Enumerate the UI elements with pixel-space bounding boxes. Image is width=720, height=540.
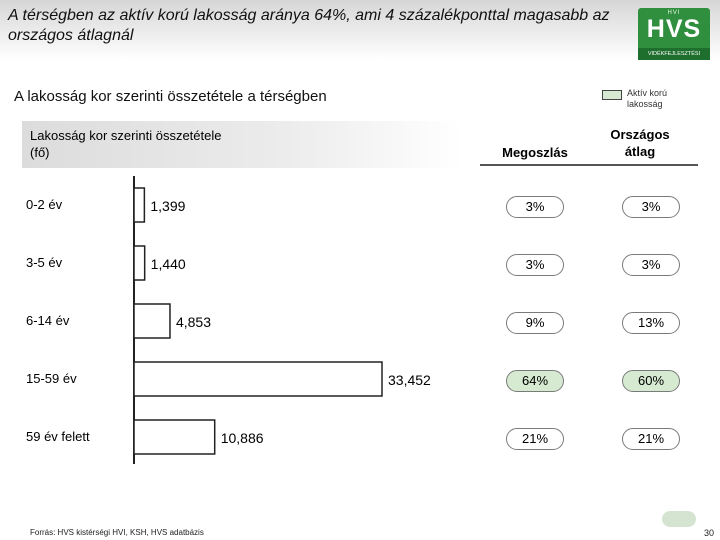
table-header-label: Lakosság kor szerinti összetétele (fő): [30, 128, 222, 160]
slide-title: A térségben az aktív korú lakosság aránya 64%, ami 4 százalékponttal magasabb az országos átlagnál: [8, 7, 610, 44]
section-title: A lakosság kor szerinti összetétele a térségben: [14, 88, 327, 105]
bar-4: [134, 420, 215, 454]
row-label: 59 év felett: [26, 429, 90, 444]
row-label: 15-59 év: [26, 371, 77, 386]
row-label: 3-5 év: [26, 255, 63, 270]
share-value: 21%: [506, 428, 564, 450]
row-label: 6-14 év: [26, 313, 70, 328]
bar-value-label-2: 4,853: [175, 314, 212, 330]
logo-top-text: HVI: [667, 10, 681, 16]
share-value: 3%: [506, 196, 564, 218]
share-value: 64%: [506, 370, 564, 392]
column-header-national-average: Országos átlag: [610, 127, 670, 159]
source-footer: Forrás: HVS kistérségi HVI, KSH, HVS adatbázis: [30, 528, 204, 537]
bar-3: [134, 362, 382, 396]
bar-value-label-1: 1,440: [150, 256, 186, 272]
national-average-value: 21%: [622, 428, 680, 450]
row-label: 0-2 év: [26, 197, 63, 212]
bar-value-label-0: 1,399: [150, 198, 186, 214]
bar-2: [134, 304, 170, 338]
page-decoration: [662, 511, 696, 527]
bar-value-label-4: 10,886: [220, 430, 264, 446]
national-average-value: 3%: [622, 196, 680, 218]
national-average-value: 60%: [622, 370, 680, 392]
bar-1: [134, 246, 145, 280]
share-value: 9%: [506, 312, 564, 334]
national-average-value: 3%: [622, 254, 680, 276]
national-average-value: 13%: [622, 312, 680, 334]
column-header-share: Megoszlás: [502, 145, 568, 160]
share-value: 3%: [506, 254, 564, 276]
logo-strip-text: VIDÉKFEJLESZTÉSI STRATÉGIA: [638, 48, 710, 60]
page-number: 30: [704, 528, 715, 538]
logo-main-text: HVS: [646, 15, 702, 43]
bar-value-label-3: 33,452: [388, 372, 431, 388]
legend-label: Aktív korú lakosság: [627, 88, 668, 109]
bar-0: [134, 188, 144, 222]
